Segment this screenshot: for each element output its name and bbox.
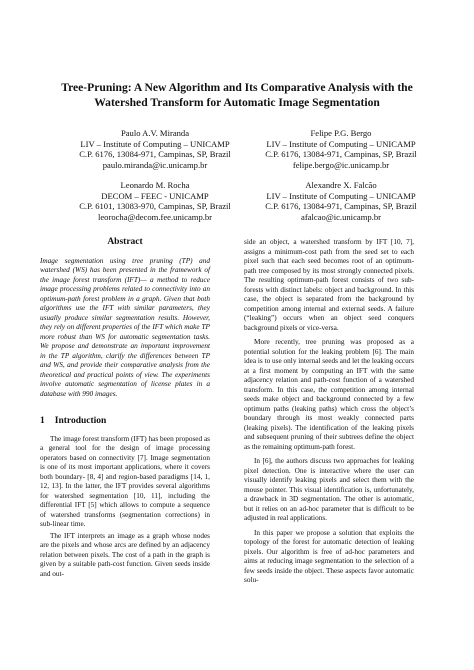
author-4 [246, 180, 436, 222]
author-email: afalcao@ic.unicamp.br [301, 211, 381, 222]
intro-paragraph-1: The image forest transform (IFT) has been proposed as a general tool for the design of image processing operators based on connectivity [7]. Image segmentation is one of its most important applications, where it covers both boundary- [8, 4] and region-based paradigms [14, 1, 12, 13]. In the latter, the IFT provides several algorithms for watershed segmentation [10, 11], including the differential IFT [5] which allows to compute a sequence of watershed transforms (segmentation corrections) in sub-linear time. [40, 434, 210, 528]
author-email: leorocha@decom.fee.unicamp.br [97, 211, 213, 222]
author-2 [246, 128, 436, 170]
author-address: C.P. 6176, 13084-971, Campinas, SP, Brazil [265, 149, 417, 160]
author-1 [60, 128, 250, 170]
author-address: C.P. 6176, 13084-971, Campinas, SP, Brazil [79, 149, 231, 160]
author-name: Leonardo M. Rocha [120, 180, 190, 190]
section-heading-introduction [40, 417, 210, 427]
author-affiliation: LIV – Institute of Computing – UNICAMP [266, 190, 416, 201]
author-name: Felipe P.G. Bergo [310, 128, 372, 138]
author-affiliation: LIV – Institute of Computing – UNICAMP [80, 138, 230, 149]
author-address: C.P. 6176, 13084-971, Campinas, SP, Brazil [265, 201, 417, 212]
right-column [244, 238, 414, 591]
section-number: 1 [40, 416, 45, 426]
author-address: C.P. 6101, 13083-970, Campinas, SP, Brazil [79, 201, 231, 212]
title-line-1: Tree-Pruning: A New Algorithm and Its Comparative Analysis with the [61, 81, 413, 94]
author-affiliation: DECOM – FEEC - UNICAMP [101, 190, 209, 201]
abstract-text: Image segmentation using tree pruning (TP) and watershed (WS) has been presented in the framework of the image forest transform (IFT)— a method to reduce image processing problems related to connectivity into an optimum-path forest problem in a graph. Given that both algorithms use the IFT with similar parameters, they usually produce similar segmentation results. However, they rely on different properties of the IFT which make TP more robust than WS for automatic segmentation tasks. We propose and demonstrate an important improvement in the TP algorithm, clarify the differences between TP and WS, and provide their comparative analysis from the theoretical and practical points of view. The experiments involve automatic segmentation of license plates in a database with 990 images. [40, 256, 210, 398]
body-paragraph-3: In [6], the authors discuss two approaches for leaking pixel detection. One is interactive where the user can visually identify leaking pixels and select them with the mouse pointer. This visual identification is, unfortunately, a drawback in 3D segmentation. The other is automatic, but it relies on an ad-hoc parameter that is difficult to be adjusted in real applications. [244, 457, 414, 522]
author-email: paulo.miranda@ic.unicamp.br [102, 159, 208, 170]
paper-title [40, 80, 434, 110]
author-3 [60, 180, 250, 222]
left-column [40, 238, 210, 579]
author-email: felipe.bergo@ic.unicamp.br [292, 159, 390, 170]
author-affiliation: LIV – Institute of Computing – UNICAMP [266, 138, 416, 149]
body-paragraph-1: side an object, a watershed transform by IFT [10, 7], assigns a minimum-cost path from the seed set to each pixel such that each seed becomes root of an optimum-path tree composed by its most strongly connected pixels. The resulting optimum-path forest consists of two sub-forests with distinct labels: object and background. In this case, the object is separated from the background by competition among internal and external seeds. A failure (“leaking”) occurs when an object seed conquers background pixels or vice-versa. [244, 238, 414, 332]
author-name: Alexandre X. Falcão [305, 180, 377, 190]
section-title: Introduction [54, 416, 107, 426]
title-line-2: Watershed Transform for Automatic Image Segmentation [94, 96, 380, 109]
body-paragraph-2: More recently, tree pruning was proposed as a potential solution for the leaking problem [6]. The main idea is to use only internal seeds and let the leaking occurs at a first moment by computing an IFT with the same adjacency relation and path-cost function of a watershed transform. In this case, the competition among internal seeds make object and background connected by a few optimum paths (leaking paths) which cross the object’s boundary through its most weakly connected parts (leaking pixels). The identification of the leaking pixels and subsequent pruning of their subtrees define the object as the remaining optimum-path forest. [244, 338, 414, 451]
intro-paragraph-2: The IFT interprets an image as a graph whose nodes are the pixels and whose arcs are defined by an adjacency relation between pixels. The cost of a path in the graph is given by a suitable path-cost function. Given seeds inside and out- [40, 531, 210, 578]
author-name: Paulo A.V. Miranda [120, 128, 190, 138]
abstract-heading: Abstract [107, 237, 143, 247]
body-paragraph-4: In this paper we propose a solution that exploits the topology of the forest for automatic detection of leaking pixels. Our algorithm is free of ad-hoc parameters and aims at reducing image segmentation to the selection of a few seeds inside the object. These aspects favor automatic solu- [244, 528, 414, 584]
